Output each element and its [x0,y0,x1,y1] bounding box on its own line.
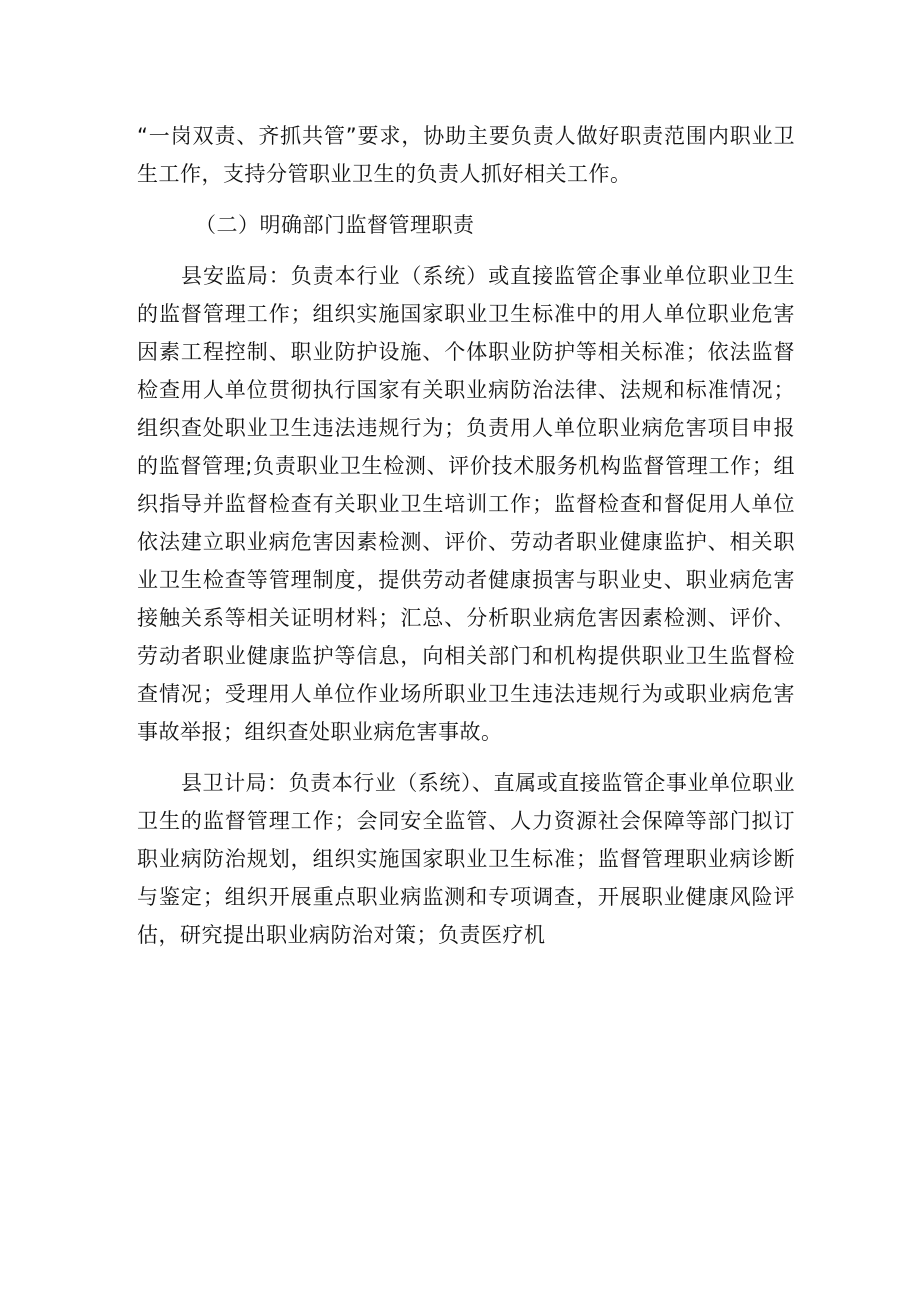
paragraph-health-bureau: 县卫计局：负责本行业（系统）、直属或直接监管企事业单位职业卫生的监督管理工作；会同安全监管、人力资源社会保障等部门拟订职业病防治规划，组织实施国家职业卫生标准；监督管理职业病诊断与鉴定；组织开展重点职业病监测和专项调查，开展职业健康风险评估，研究提出职业病防治对策；负责医疗机 [137,771,795,947]
section-heading: （二）明确部门监督管理职责 [195,213,475,237]
paragraph-safety-bureau: 县安监局：负责本行业（系统）或直接监管企事业单位职业卫生的监督管理工作；组织实施国家职业卫生标准中的用人单位职业危害因素工程控制、职业防护设施、个体职业防护等相关标准；依法监督检查用人单位贯彻执行国家有关职业病防治法律、法规和标准情况；组织查处职业卫生违法违规行为；负责用人单位职业病危害项目申报的监督管理;负责职业卫生检测、评价技术服务机构监督管理工作；组织指导并监督检查有关职业卫生培训工作；监督检查和督促用人单位依法建立职业病危害因素检测、评价、劳动者职业健康监护、相关职业卫生检查等管理制度，提供劳动者健康损害与职业史、职业病危害接触关系等相关证明材料；汇总、分析职业病危害因素检测、评价、劳动者职业健康监护等信息，向相关部门和机构提供职业卫生监督检查情况；受理用人单位作业场所职业卫生违法违规行为或职业病危害事故举报；组织查处职业病危害事故。 [137,264,795,744]
paragraph-continuation: “一岗双责、齐抓共管”要求，协助主要负责人做好职责范围内职业卫生工作，支持分管职业卫生的负责人抓好相关工作。 [137,124,795,186]
document-body [137,117,795,967]
